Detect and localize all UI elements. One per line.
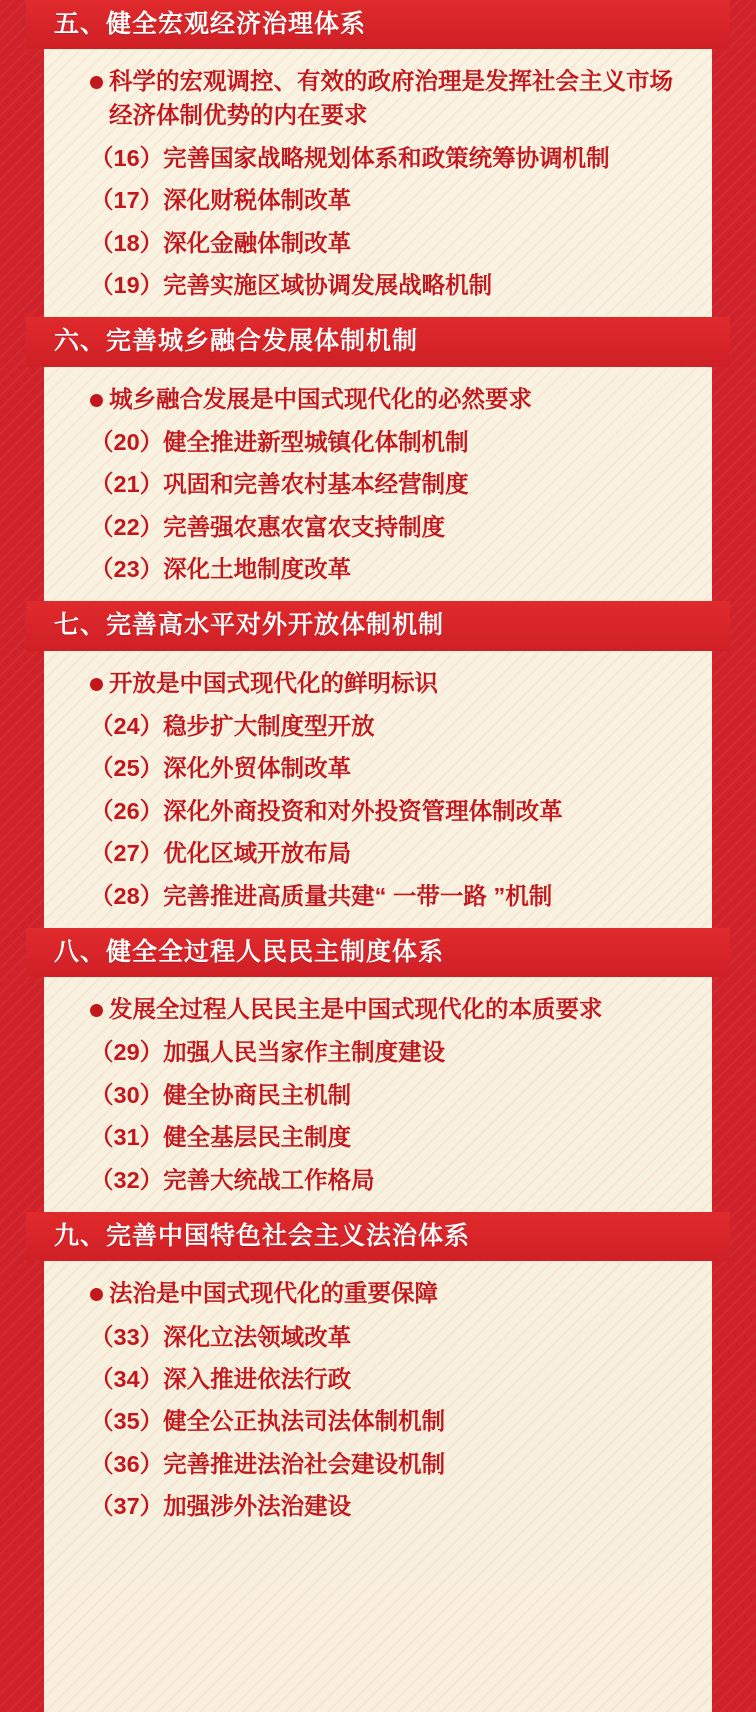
list-item <box>90 1277 682 1310</box>
list-item <box>90 795 682 828</box>
section-7 <box>44 601 712 925</box>
list-item-label: 完善实施区域协调发展战略机制 <box>163 272 493 299</box>
list-item-label: 健全推进新型城镇化体制机制 <box>163 429 469 456</box>
item-number: （25） <box>90 755 164 782</box>
item-number: （26） <box>90 797 164 824</box>
bullet-dot-icon <box>90 394 103 407</box>
list-item <box>90 383 682 416</box>
list-item <box>90 511 682 544</box>
item-number: （34） <box>90 1365 164 1392</box>
list-item-label: 健全公正执法司法体制机制 <box>163 1408 446 1435</box>
list-item <box>90 1079 682 1112</box>
item-number: （19） <box>90 272 164 299</box>
list-item-label: 巩固和完善农村基本经营制度 <box>163 471 469 498</box>
list-item <box>90 1321 682 1354</box>
section-heading: 五、健全宏观经济治理体系 <box>26 0 730 49</box>
list-item-label: 深化财税体制改革 <box>163 187 352 214</box>
list-item <box>90 837 682 870</box>
item-number: （18） <box>90 229 164 256</box>
item-number: （22） <box>90 513 164 540</box>
section-6 <box>44 317 712 599</box>
section-items <box>44 49 712 315</box>
item-number: （33） <box>90 1323 164 1350</box>
list-item <box>90 880 682 913</box>
list-item <box>90 269 682 302</box>
list-item-label: 完善推进高质量共建“ 一带一路 ”机制 <box>163 882 553 909</box>
list-item <box>90 1363 682 1396</box>
item-number: （16） <box>90 144 164 171</box>
list-item-label: 深化金融体制改革 <box>163 229 352 256</box>
list-item <box>90 1164 682 1197</box>
section-heading: 六、完善城乡融合发展体制机制 <box>26 317 730 366</box>
section-items <box>44 977 712 1210</box>
section-heading: 七、完善高水平对外开放体制机制 <box>26 601 730 650</box>
list-item <box>90 993 682 1026</box>
list-item <box>90 184 682 217</box>
list-item <box>90 752 682 785</box>
list-item-label: 健全协商民主机制 <box>163 1081 352 1108</box>
item-number: （28） <box>90 882 164 909</box>
section-items <box>44 1261 712 1536</box>
list-item-label: 加强人民当家作主制度建设 <box>163 1039 446 1066</box>
list-item <box>90 468 682 501</box>
list-item-label: 开放是中国式现代化的鲜明标识 <box>109 669 438 696</box>
item-number: （36） <box>90 1450 164 1477</box>
section-heading: 八、健全全过程人民民主制度体系 <box>26 928 730 977</box>
list-item <box>90 710 682 743</box>
item-number: （23） <box>90 556 164 583</box>
item-number: （29） <box>90 1039 164 1066</box>
list-item-label: 深化外商投资和对外投资管理体制改革 <box>163 797 563 824</box>
list-item <box>90 1036 682 1069</box>
section-items <box>44 651 712 926</box>
item-number: （32） <box>90 1166 164 1193</box>
list-item <box>90 553 682 586</box>
list-item-label: 科学的宏观调控、有效的政府治理是发挥社会主义市场经济体制优势的内在要求 <box>109 68 673 128</box>
item-number: （35） <box>90 1408 164 1435</box>
list-item-label: 完善推进法治社会建设机制 <box>163 1450 446 1477</box>
item-number: （24） <box>90 713 164 740</box>
list-item-label: 深化土地制度改革 <box>163 556 352 583</box>
list-item <box>90 1490 682 1523</box>
list-item-label: 完善大统战工作格局 <box>163 1166 375 1193</box>
list-item <box>90 65 682 132</box>
item-number: （20） <box>90 429 164 456</box>
list-item <box>90 1121 682 1154</box>
bullet-dot-icon <box>90 1288 103 1301</box>
list-item <box>90 227 682 260</box>
list-item <box>90 667 682 700</box>
list-item-label: 完善国家战略规划体系和政策统筹协调机制 <box>163 144 610 171</box>
list-item-label: 深化外贸体制改革 <box>163 755 352 782</box>
list-item-label: 加强涉外法治建设 <box>163 1492 352 1519</box>
list-item-label: 深入推进依法行政 <box>163 1365 352 1392</box>
item-number: （31） <box>90 1124 164 1151</box>
list-item <box>90 1448 682 1481</box>
list-item <box>90 142 682 175</box>
list-item-label: 城乡融合发展是中国式现代化的必然要求 <box>109 385 532 412</box>
list-item-label: 法治是中国式现代化的重要保障 <box>109 1280 438 1307</box>
section-9 <box>44 1212 712 1536</box>
section-8 <box>44 928 712 1210</box>
list-item-label: 发展全过程人民民主是中国式现代化的本质要求 <box>109 996 603 1023</box>
item-number: （17） <box>90 187 164 214</box>
section-items <box>44 367 712 600</box>
section-heading: 九、完善中国特色社会主义法治体系 <box>26 1212 730 1261</box>
list-item-label: 深化立法领域改革 <box>163 1323 352 1350</box>
list-item <box>90 426 682 459</box>
list-item <box>90 1405 682 1438</box>
bullet-dot-icon <box>90 76 103 89</box>
bullet-dot-icon <box>90 1004 103 1017</box>
list-item-label: 稳步扩大制度型开放 <box>163 713 375 740</box>
section-5 <box>44 0 712 315</box>
item-number: （21） <box>90 471 164 498</box>
item-number: （27） <box>90 840 164 867</box>
item-number: （37） <box>90 1492 164 1519</box>
list-item-label: 优化区域开放布局 <box>163 840 352 867</box>
content-panel <box>44 0 712 1712</box>
bullet-dot-icon <box>90 678 103 691</box>
item-number: （30） <box>90 1081 164 1108</box>
list-item-label: 健全基层民主制度 <box>163 1124 352 1151</box>
list-item-label: 完善强农惠农富农支持制度 <box>163 513 446 540</box>
